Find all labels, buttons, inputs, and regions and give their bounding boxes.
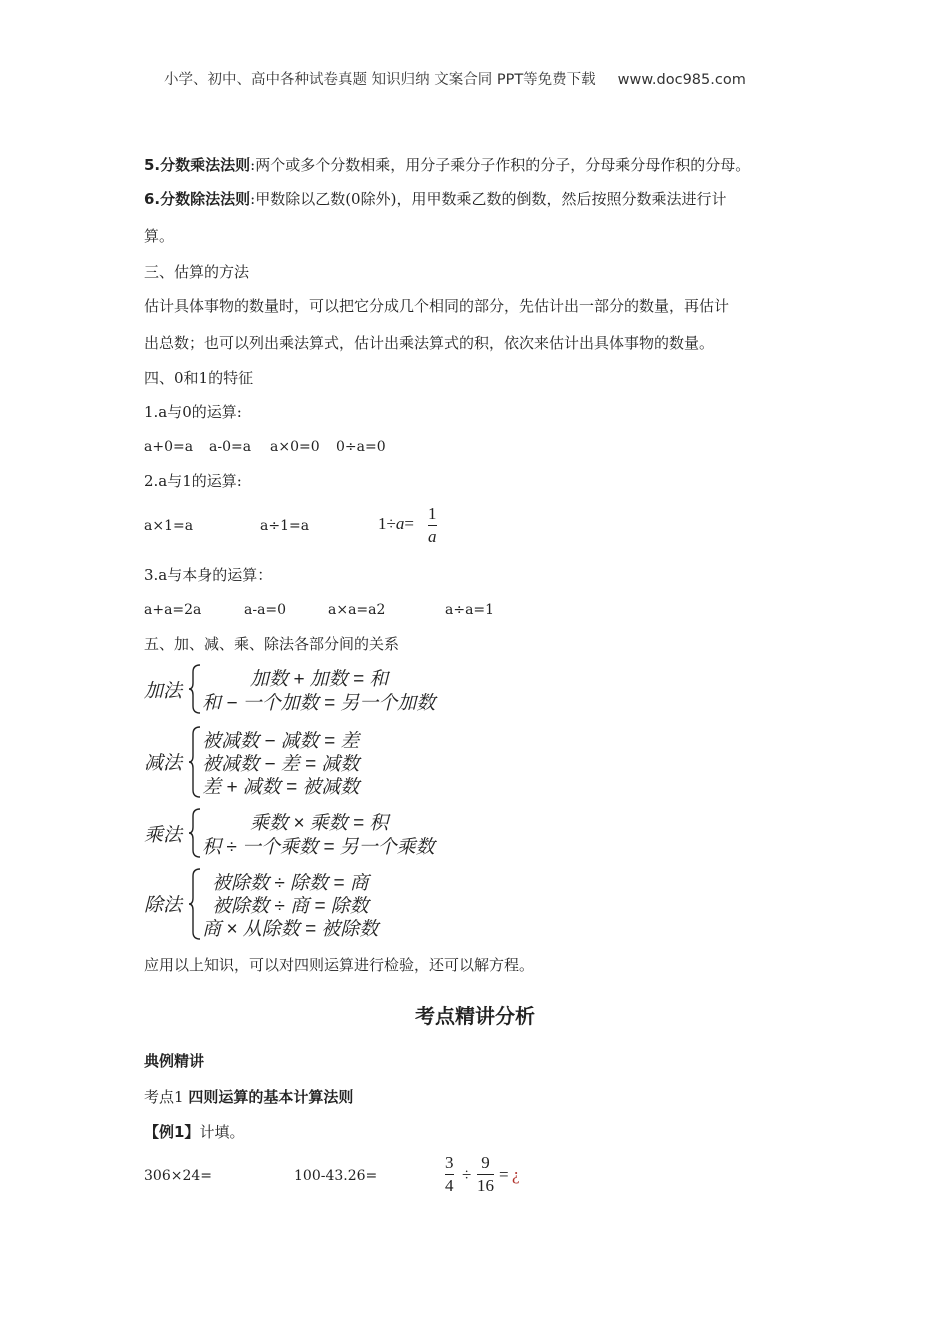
- division-line-2: 被除数 ÷ 商 = 除数: [212, 896, 369, 917]
- analysis-title: 考点精讲分析: [415, 1004, 535, 1028]
- division-label: 除法: [144, 895, 183, 916]
- eq2-b: a÷1=a: [260, 518, 310, 534]
- analysis-subtitle: 典例精讲: [144, 1052, 205, 1070]
- key-point-prefix: 考点1: [144, 1088, 189, 1106]
- rule6-line2: 算。: [144, 227, 175, 245]
- header-url[interactable]: www.doc985.com: [617, 72, 746, 88]
- section4-heading: 四、0和1的特征: [144, 369, 254, 387]
- calc3-unknown: ¿: [512, 1165, 520, 1184]
- eq2-frac-prefix: 1÷: [378, 514, 396, 533]
- subtraction-group: [144, 726, 464, 798]
- eq3-b: a-a=0: [244, 602, 287, 618]
- calc-2: 100-43.26=: [294, 1168, 378, 1184]
- eq2-frac-expr: [378, 514, 414, 534]
- multiplication-label: 乘法: [144, 825, 183, 846]
- calc3-fraction-1: [445, 1154, 454, 1195]
- key-point-title: 四则运算的基本计算法则: [188, 1088, 354, 1106]
- section3-heading: 三、估算的方法: [144, 263, 250, 281]
- left-brace-icon: [188, 808, 202, 858]
- eq2-frac-eq: =: [404, 514, 414, 533]
- calc-1: 306×24=: [144, 1168, 212, 1184]
- addition-group: [144, 664, 464, 714]
- eq2-frac-var: a: [395, 514, 405, 533]
- left-brace-icon: [188, 726, 202, 798]
- example-text: 计填。: [199, 1123, 245, 1141]
- example-line: [144, 1122, 244, 1142]
- eq1-d: 0÷a=0: [336, 439, 386, 455]
- calc3-div-sign: ÷: [462, 1165, 472, 1184]
- eq2-frac-num: 1: [428, 504, 437, 523]
- division-line-1: 被除数 ÷ 除数 = 商: [212, 873, 369, 894]
- subtraction-line-3: 差 + 减数 = 被减数: [202, 777, 360, 798]
- rule6-line: [144, 189, 726, 209]
- rule5-line: [144, 155, 750, 175]
- frac2-num: 9: [481, 1153, 490, 1172]
- subtraction-line-1: 被减数 − 减数 = 差: [202, 731, 360, 752]
- eq3-c: a×a=a2: [328, 602, 386, 618]
- fraction-bar: [445, 1174, 454, 1175]
- section3-line2: 出总数；也可以列出乘法算式，估计出乘法算式的积，依次来估计出具体事物的数量。: [144, 334, 715, 352]
- frac1-num: 3: [445, 1153, 454, 1172]
- rule6-label: 6.分数除法法则: [144, 190, 251, 208]
- multiplication-line-2: 积 ÷ 一个乘数 = 另一个乘数: [202, 837, 435, 858]
- eq3-d: a÷a=1: [445, 602, 495, 618]
- fraction-bar: [477, 1174, 494, 1175]
- left-brace-icon: [188, 664, 202, 714]
- eq1-c: a×0=0: [270, 439, 320, 455]
- eq2-fraction: [428, 505, 437, 546]
- rule6-text: :甲数除以乙数(0除外)，用甲数乘乙数的倒数，然后按照分数乘法进行计: [250, 190, 727, 208]
- example-label: 【例1】: [144, 1123, 200, 1141]
- division-line-3: 商 × 从除数 = 被除数: [202, 919, 379, 940]
- section4-sub3: 3.a与本身的运算：: [144, 566, 273, 584]
- header-text: 小学、初中、高中各种试卷真题 知识归纳 文案合同 PPT等免费下载: [164, 72, 596, 88]
- multiplication-line-1: 乘数 × 乘数 = 积: [250, 813, 389, 834]
- section3-line1: 估计具体事物的数量时，可以把它分成几个相同的部分，先估计出一部分的数量，再估计: [144, 297, 730, 315]
- key-point-line: [144, 1087, 353, 1107]
- eq2-a: a×1=a: [144, 518, 194, 534]
- subtraction-label: 减法: [144, 753, 183, 774]
- frac1-den: 4: [445, 1176, 454, 1195]
- section5-note: 应用以上知识，可以对四则运算进行检验，还可以解方程。: [144, 956, 535, 974]
- page-header: [164, 68, 746, 89]
- subtraction-line-2: 被减数 − 差 = 减数: [202, 754, 360, 775]
- addition-line-1: 加数 + 加数 = 和: [250, 669, 389, 690]
- rule5-text: :两个或多个分数相乘，用分子乘分子作积的分子，分母乘分母作积的分母。: [250, 156, 751, 174]
- addition-line-2: 和 − 一个加数 = 另一个加数: [202, 693, 436, 714]
- eq1-b: a-0=a: [209, 439, 252, 455]
- calc3-eq-sign: =: [499, 1165, 509, 1184]
- section5-heading: 五、加、减、乘、除法各部分间的关系: [144, 635, 400, 653]
- addition-label: 加法: [144, 681, 183, 702]
- eq2-frac-den: a: [428, 527, 437, 546]
- section4-sub2: 2.a与1的运算:: [144, 472, 242, 490]
- left-brace-icon: [188, 868, 202, 940]
- multiplication-group: [144, 808, 464, 858]
- division-group: [144, 868, 464, 940]
- section4-sub1: 1.a与0的运算:: [144, 403, 242, 421]
- calc3-fraction-2: [477, 1154, 494, 1195]
- rule5-label: 5.分数乘法法则: [144, 156, 251, 174]
- eq1-a: a+0=a: [144, 439, 194, 455]
- fraction-bar: [428, 525, 437, 526]
- frac2-den: 16: [477, 1176, 494, 1195]
- eq3-a: a+a=2a: [144, 602, 202, 618]
